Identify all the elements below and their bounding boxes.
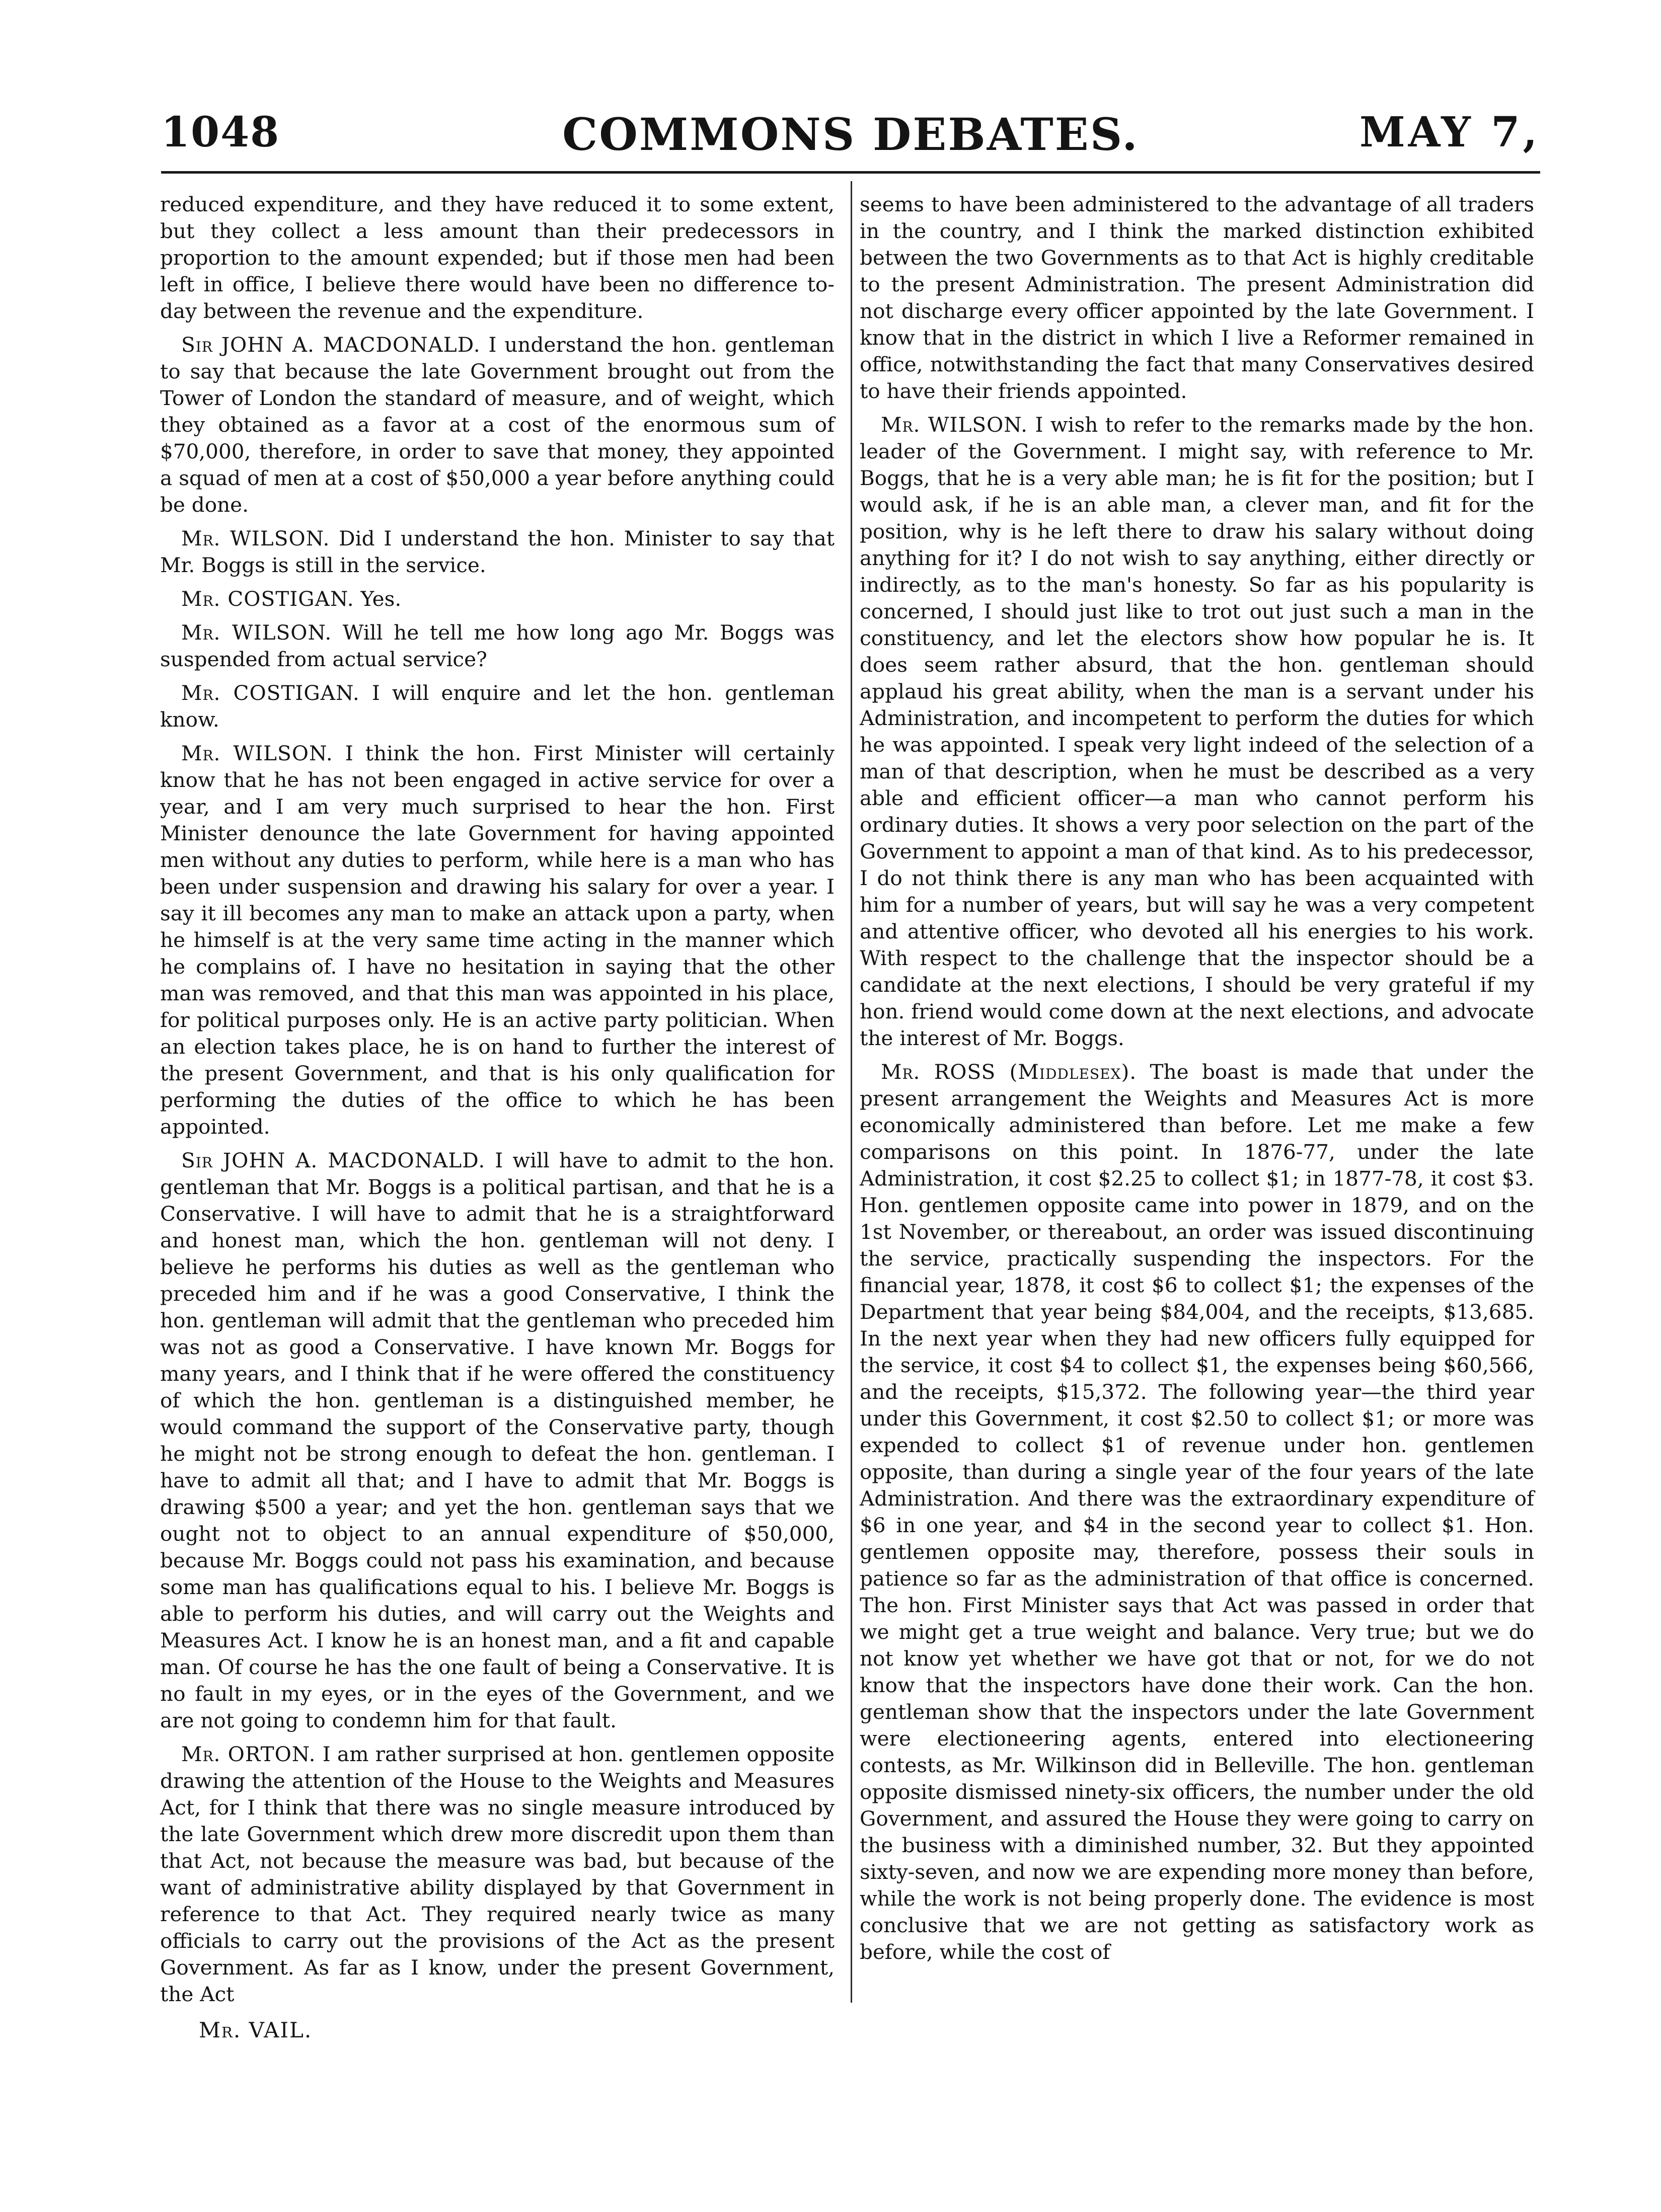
paragraph [160,1741,835,2008]
paragraph [160,525,835,579]
speaker-name: Sir JOHN A. MACDONALD. [181,333,481,357]
paragraph [160,740,835,1140]
speaker-name: Mr. ORTON. [181,1742,316,1766]
paragraph-text: I think the hon. First Minister will certainly know that he has not been engaged in active service for over a year, and I am very much surprised to hear the hon. First Minister denounce the late Government for having appointed men without any duties to perform, while here is a man who has been under suspension and drawing his salary for over a year. I say it ill becomes any man to make an attack upon a party, when he himself is at the very same time acting in the manner which he complains of. I have no hesitation in saying that the other man was removed, and that this man was appointed in his place, for political purposes only. He is an active party politician. When an election takes place, he is on hand to further the interest of the present Government, and that is his only qualification for performing the duties of the office to which he has been appointed. [160,741,835,1139]
paragraph-text: seems to have been administered to the advantage of all traders in the country, and I think the marked distinction exhibited between the two Governments as to that Act is highly creditable to the present Administration. The present Administration did not discharge every officer appointed by the late Government. I know that in the district in which I live a Reformer remained in office, notwithstanding the fact that many Conservatives desired to have their friends appointed. [860,192,1534,403]
paragraph [860,412,1534,1052]
right-column [860,191,1534,1972]
speaker-name: Mr. COSTIGAN. [181,587,354,611]
speaker-name: Mr. WILSON. [881,413,1028,437]
paragraph-text: I wish to refer to the remarks made by the hon. leader of the Government. I might say, with reference to Mr. Boggs, that he is a very able man; he is fit for the position; but I would ask, if he is an able man, a clever man, and fit for the position, why is he left there to draw his salary without doing anything for it? I do not wish to say anything, either directly or indirectly, as to the man's honesty. So far as his popularity is concerned, I should just like to trot out just such a man in the constituency, and let the electors show how popular he is. It does seem rather absurd, that the hon. gentleman should applaud his great ability, when the man is a servant under his Administration, and incompetent to perform the duties for which he was appointed. I speak very light indeed of the selection of a man of that description, when he must be described as a very able and efficient officer—a man who cannot perform his ordinary duties. It shows a very poor selection on the part of the Government to appoint a man of that kind. As to his predecessor, I do not think there is any man who has been acquainted with him for a number of years, but will say he was a very competent and attentive officer, who devoted all his energies to his work. With respect to the challenge that the inspector should be a candidate at the next elections, I should be very grateful if my hon. friend would come down at the next elections, and advocate the interest of Mr. Boggs. [860,413,1534,1050]
paragraph-text: I will enquire and let the hon. gentleman know. [160,681,835,732]
paragraph-text: Yes. [360,587,402,611]
speaker-name: Mr. WILSON. [181,741,333,765]
speaker-name: Mr. ROSS (Middlesex). [881,1060,1137,1084]
paragraph-text: I am rather surprised at hon. gentlemen opposite drawing the attention of the House to the Weights and Measures Act, for I think that there was no single measure introduced by the late Government which drew more discredit upon them than that Act, not because the measure was bad, but because of the want of administrative ability displayed by that Government in reference to that Act. They required nearly twice as many officials to carry out the provisions of the Act as the present Government. As far as I know, under the present Government, the Act [160,1742,835,2006]
paragraph [160,1147,835,1734]
paragraph-text: Did I understand the hon. Minister to say that Mr. Boggs is still in the service. [160,526,835,577]
paragraph [160,586,835,612]
paragraph-text: The boast is made that under the present arrangement the Weights and Measures Act is more economically administered than before. Let me make a few comparisons on this point. In 1876-77, under the late Administration, it cost $2.25 to collect $1; in 1877-78, it cost $3. Hon. gentlemen opposite came into power in 1879, and on the 1st November, or thereabout, an order was issued discontinuing the service, practically suspending the inspectors. For the financial year, 1878, it cost $6 to collect $1; the expenses of the Department that year being $84,004, and the receipts, $13,685. In the next year when they had new officers fully equipped for the service, it cost $4 to collect $1, the expenses being $60,566, and the receipts, $15,372. The following year—the third year under this Government, it cost $2.50 to collect $1; or more was expended to collect $1 of revenue under hon. gentlemen opposite, than during a single year of the four years of the late Administration. And there was the extraordinary expenditure of $6 in one year, and $4 in the second year to collect $1. Hon. gentlemen opposite may, therefore, possess their souls in patience so far as the administration of that office is concerned. The hon. First Minister says that Act was passed in order that we might get a true weight and balance. Very true; but we do not know yet whether we have got that or not, for we do not know that the inspectors have done their work. Can the hon. gentleman show that the inspectors under the late Government were electioneering agents, entered into electioneering contests, as Mr. Wilkinson did in Belleville. The hon. gentleman opposite dismissed ninety-six officers, the number under the old Government, and assured the House they were going to carry on the business with a diminished number, 32. But they appointed sixty-seven, and now we are expending more money than before, while the work is not being properly done. The evidence is most conclusive that we are not getting as satisfactory work as before, while the cost of [860,1060,1535,1964]
paragraph [160,619,835,673]
page-header [161,108,1540,164]
speaker-name: Mr. WILSON. [181,620,332,645]
paragraph-text: I understand the hon. gentleman to say that because the late Government brought out from the Tower of London the standard of measure, and of weight, which they obtained as a favor at a cost of the enormous sum of $70,000, therefore, in order to save that money, they appointed a squad of men at a cost of $50,000 a year before anything could be done. [160,333,835,517]
paragraph [860,1059,1534,1965]
paragraph [160,191,835,325]
left-column [160,191,835,2015]
page-date: MAY 7, [1360,108,1540,156]
paragraph [160,680,835,733]
paragraph-text: reduced expenditure, and they have reduced it to some extent, but they collect a less amount than their predecessors in proportion to the amount expended; but if those men had been left in office, I believe there would have been no difference to-day between the revenue and the expenditure. [160,192,835,323]
footer-signature: Mr. VAIL. [199,2018,313,2042]
page-title: COMMONS DEBATES. [562,108,1139,161]
column-divider [851,181,852,2003]
speaker-name: Sir JOHN A. MACDONALD. [181,1148,486,1172]
paragraph [160,332,835,518]
paragraph-text: I will have to admit to the hon. gentleman that Mr. Boggs is a political partisan, and that he is a Conservative. I will have to admit that he is a straightforward and honest man, which the hon. gentleman will not deny. I believe he performs his duties as well as the gentleman who preceded him and if he was a good Conservative, I think the hon. gentleman will admit that the gentleman who preceded him was not as good a Conservative. I have known Mr. Boggs for many years, and I think that if he were offered the constituency of which the hon. gentleman is a distinguished member, he would command the support of the Conservative party, though he might not be strong enough to defeat the hon. gentleman. I have to admit all that; and I have to admit that Mr. Boggs is drawing $500 a year; and yet the hon. gentleman says that we ought not to object to an annual expenditure of $50,000, because Mr. Boggs could not pass his examination, and because some man has qualifications equal to his. I believe Mr. Boggs is able to perform his duties, and will carry out the Weights and Measures Act. I know he is an honest man, and a fit and capable man. Of course he has the one fault of being a Conservative. It is no fault in my eyes, or in the eyes of the Government, and we are not going to condemn him for that fault. [160,1148,835,1732]
speaker-name: Mr. WILSON. [181,526,330,550]
speaker-name: Mr. COSTIGAN. [181,681,360,705]
paragraph-text: Will he tell me how long ago Mr. Boggs was suspended from actual service? [160,620,835,671]
header-rule [161,171,1540,174]
page-number: 1048 [161,108,280,156]
paragraph [860,191,1534,405]
